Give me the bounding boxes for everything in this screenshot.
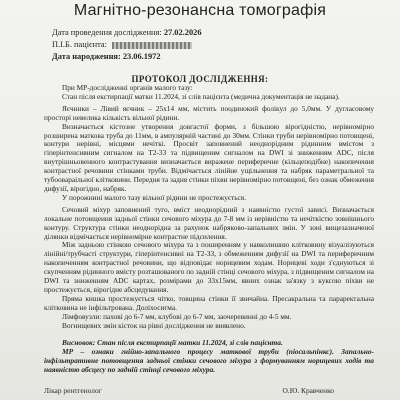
protocol-heading: ПРОТОКОЛ ДОСЛІДЖЕННЯ:: [131, 74, 269, 84]
radiologist-role: Лікар рентгенолог: [44, 386, 102, 395]
report-body: [44, 84, 374, 374]
conclusion-line: МР – ознаки гнійно-запального процесу маткової труби (піосальпінкс). Запально-інфільтративне потовщення задньої стінки сечового міхура з формуванням норицевих ходів та наявністю абсцесу по задній стінці сечового міхура.: [44, 347, 374, 375]
report-paragraph: Між задньою стінкою сечового міхура та з поширенням у навколишню клітковину візуалізуються лінійні/трубчасті структури, гіперінтенсивні на Т2-ЗЗ, з обмеженням дифузії на DWI та периферичним накопиченням контрастної речовини, що відповідає норицевим ходам. Норицеві ходи з'єднуються зі скупченням рідинного вмісту розташованого по задній стінці сечового міхура, з підвищеним сигналом на DWI та зниженням ADC картах, розмірами до 33х15мм, явних ознак за'язку з куксою піхви не простежується, вірогідне абсцедування.: [44, 240, 374, 294]
exam-date-value: 27.02.2026: [163, 28, 202, 37]
report-paragraph: У порожнині малого тазу вільної рідини не простежується.: [62, 192, 246, 202]
report-paragraph: Вогнищевих змін кісток на рівні дослідження не виявлено.: [62, 320, 246, 330]
patient-name-label: П.І.Б. пацієнта:: [52, 40, 107, 49]
document-title: Магнітно-резонансна томографія: [73, 2, 327, 19]
report-paragraph: При МР-дослідженні органів малого тазу:: [62, 83, 193, 92]
radiologist-name: О.Ю. Кравченко: [282, 386, 334, 395]
report-paragraph: Сечовий міхур заповнений туго, вміст неоднорідний з наявністю густої зависі. Визначається локальне потовщення задньої стінки сечового міхура до 7-8 мм із нерівністю та нечіткістю зовнішнього контуру. Структура стінки неоднорідна за рахунок набряково-запальних змін. У зоні вищезазначеної ділянки відмічається нерівномірне контрастне підсилення.: [44, 204, 374, 241]
patient-name-row: [52, 40, 192, 49]
exam-date-label: Дата проведення дослідження:: [52, 28, 162, 37]
signature-row: [44, 386, 374, 395]
birth-date-row: [52, 52, 161, 61]
redacted-name: [112, 42, 192, 49]
birth-date-value: 23.06.1972: [122, 52, 161, 61]
birth-date-label: Дата народження:: [52, 52, 121, 61]
report-paragraph: Пряма кишка простежується чітко, товщина стінки її звичайна. Пресакральна та параректальна клітковина не інфільтрована. Доліхосигма.: [44, 293, 374, 312]
conclusion-block: [44, 338, 374, 374]
report-paragraph: Лімфовузли: пахові до 6-7 мм, клубові до 6-7 мм, заочеревинні до 4-5 мм.: [62, 311, 292, 321]
exam-date-row: [52, 28, 202, 37]
report-paragraph: Стан після екстирпації матки 11.2024, зі слів пацієнта (медична документація не надана).: [62, 91, 340, 101]
report-paragraph: Визначається кістозне утворення довгастої форми, з більшою вірогідністю, нерівномірно розширена маткова труба до 11мм, в ампулярній частині до 30мм. Стінки труби нерівномірно потовщені, контури нерівні, місцями нечіткі. Просвіт заповнений неоднорідним рідинним вмістом з гіперінтенсивним сигналом на Т2-33 та підвищеним сигналом на DWI зі зниженням ADC, після внутрішньовенного контрастування визначається виражене периферичне (кільцеподібне) накопичення контрастної речовини стінками труби. Відмічається лінійне ущільнення та набряк параметральної та тубоовараільної клітковини. Передня та задня стінки піхви нерівномірно потовщені, без ознак обмеження дифузії, вірогідно, набряк.: [44, 121, 374, 193]
conclusion-line: Висновок: Стан після екстирпації матки 11.2024, зі слів пацієнта.: [62, 338, 283, 348]
report-paragraph: Яєчники – Лівий яєчник – 25х14 мм, містить поодинокий фолікул до 5,0мм. У дугласовому просторі невелика кількість вільної рідини.: [44, 103, 374, 122]
